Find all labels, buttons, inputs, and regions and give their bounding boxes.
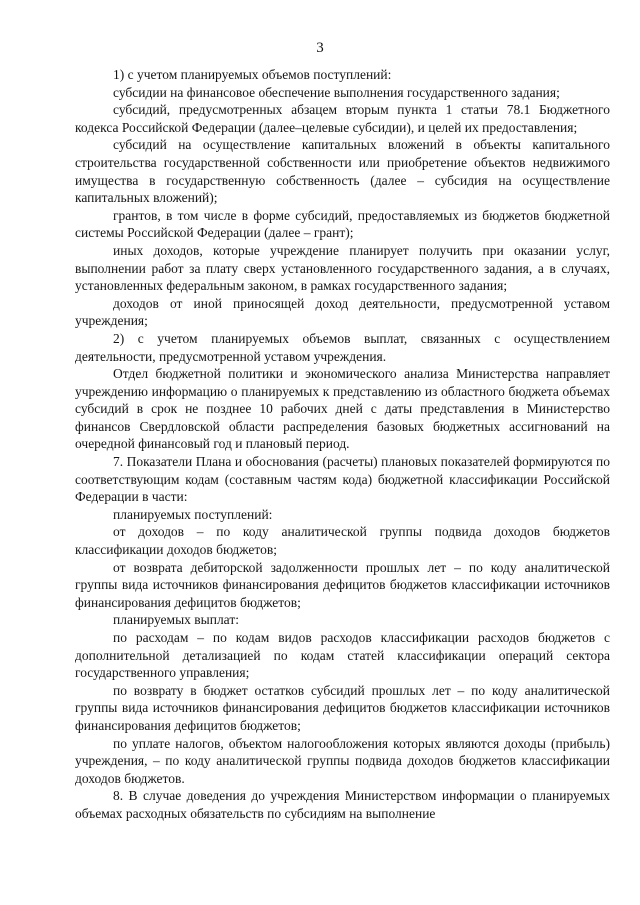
paragraph: субсидий, предусмотренных абзацем вторым пункта 1 статьи 78.1 Бюджетного кодекса Российской Федерации (далее–целевые субсидии), и целей их предоставления;	[75, 102, 610, 135]
paragraph: по расходам – по кодам видов расходов классификации расходов бюджетов с дополнительной детализацией по кодам статей классификации операций сектора государственного управления;	[75, 630, 610, 681]
paragraph: по возврату в бюджет остатков субсидий прошлых лет – по коду аналитической группы вида источников финансирования дефицитов бюджетов классификации источников финансирования дефицитов бюджетов;	[75, 682, 610, 733]
paragraph: 1) с учетом планируемых объемов поступлений:	[113, 67, 392, 82]
paragraph: 2) с учетом планируемых объемов выплат, связанных с осуществлением деятельности, предусмотренной уставом учреждения.	[75, 330, 610, 364]
paragraph: доходов от иной приносящей доход деятельности, предусмотренной уставом учреждения;	[75, 295, 610, 329]
paragraph: по уплате налогов, объектом налогообложения которых являются доходы (прибыль) учреждения, – по коду аналитической группы подвида доходов бюджетов классификации доходов бюджетов.	[75, 735, 610, 786]
paragraph: 7. Показатели Плана и обоснования (расчеты) плановых показателей формируются по соответствующим кодам (составным частям кода) бюджетной классификации Российской Федерации в части:	[75, 454, 610, 505]
paragraph: 8. В случае доведения до учреждения Министерством информации о планируемых объемах расходных обязательств по субсидиям на выполнение	[75, 788, 610, 821]
paragraph: планируемых выплат:	[113, 612, 239, 628]
page-number: 3	[316, 40, 324, 56]
paragraph: субсидии на финансовое обеспечение выполнения государственного задания;	[113, 84, 560, 100]
paragraph: от возврата дебиторской задолженности прошлых лет – по коду аналитической группы вида источников финансирования дефицитов бюджетов классификации источников финансирования дефицитов бюджетов;	[75, 559, 610, 610]
document-body	[75, 66, 610, 823]
paragraph: субсидий на осуществление капитальных вложений в объекты капитального строительства государственной собственности или приобретение объектов недвижимого имущества в государственную собственность (далее – субсидия на осуществление капитальных вложений);	[75, 137, 610, 206]
paragraph: планируемых поступлений:	[113, 506, 273, 522]
paragraph: от доходов – по коду аналитической группы подвида доходов бюджетов классификации доходов бюджетов;	[75, 524, 610, 558]
paragraph: иных доходов, которые учреждение планирует получить при оказании услуг, выполнении работ за плату сверх установленного государственного задания, а в случаях, установленных федеральным законом, в рамках государственного задания;	[75, 242, 610, 294]
paragraph: Отдел бюджетной политики и экономического анализа Министерства направляет учреждению информацию о планируемых к представлению из областного бюджета объемах субсидий в срок не позднее 10 рабочих дней с даты представления в Министерство финансов Свердловской области распределения базовых бюджетных ассигнований на очередной финансовый год и плановый период.	[75, 366, 610, 452]
paragraph: грантов, в том числе в форме субсидий, предоставляемых из бюджетов бюджетной системы Российской Федерации (далее – грант);	[75, 207, 610, 241]
